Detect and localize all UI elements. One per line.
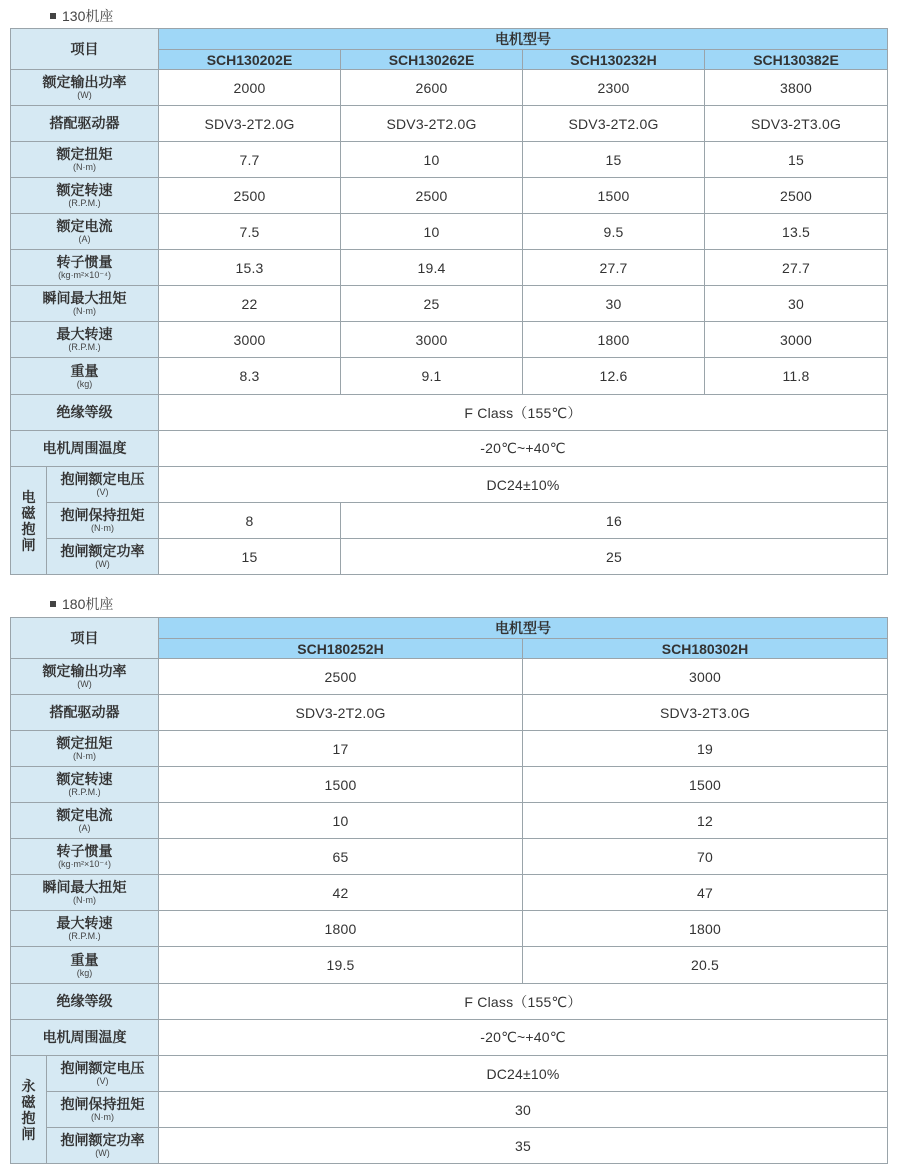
table-row xyxy=(11,947,888,984)
cell-value: 15 xyxy=(159,539,341,575)
row-label: 额定电流 (A) xyxy=(11,214,159,250)
brake-group-label: 永磁抱闸 xyxy=(11,1056,47,1164)
row-label: 额定输出功率 (W) xyxy=(11,659,159,695)
brake-torque-value: 30 xyxy=(159,1092,888,1128)
cell-value: 2000 xyxy=(159,70,341,106)
cell-value: 27.7 xyxy=(523,250,705,286)
cell-value: 7.7 xyxy=(159,142,341,178)
cell-value: 25 xyxy=(341,539,888,575)
cell-value: 19 xyxy=(523,731,888,767)
cell-value: 15 xyxy=(705,142,888,178)
table-header-row xyxy=(11,618,888,639)
row-label: 抱闸额定功率 (W) xyxy=(47,539,159,575)
cell-value: 47 xyxy=(523,875,888,911)
cell-value: 30 xyxy=(705,286,888,322)
cell-value: SDV3-2T3.0G xyxy=(705,106,888,142)
model-name: SCH130382E xyxy=(705,50,888,70)
spec-table-130 xyxy=(10,28,888,575)
square-bullet-icon xyxy=(50,13,56,19)
table-row xyxy=(11,875,888,911)
table-row xyxy=(11,803,888,839)
table-row xyxy=(11,250,888,286)
header-item: 项目 xyxy=(11,618,159,659)
model-name: SCH130232H xyxy=(523,50,705,70)
table-row xyxy=(11,142,888,178)
cell-value: 9.5 xyxy=(523,214,705,250)
cell-value: 42 xyxy=(159,875,523,911)
cell-value: 1800 xyxy=(523,911,888,947)
row-label: 抱闸额定电压 (V) xyxy=(47,467,159,503)
ambient-row xyxy=(11,431,888,467)
cell-value: 25 xyxy=(341,286,523,322)
cell-value: 16 xyxy=(341,503,888,539)
row-label: 抱闸额定电压 (V) xyxy=(47,1056,159,1092)
cell-value: SDV3-2T2.0G xyxy=(159,106,341,142)
ambient-value: -20℃~+40℃ xyxy=(159,1020,888,1056)
cell-value: 3800 xyxy=(705,70,888,106)
brake-voltage-value: DC24±10% xyxy=(159,467,888,503)
cell-value: 22 xyxy=(159,286,341,322)
row-label: 转子惯量 (kg·m²×10⁻⁴) xyxy=(11,250,159,286)
cell-value: 1500 xyxy=(159,767,523,803)
cell-value: 9.1 xyxy=(341,358,523,395)
table-row xyxy=(11,106,888,142)
row-label: 重量 (kg) xyxy=(11,947,159,984)
table-row xyxy=(11,839,888,875)
cell-value: 11.8 xyxy=(705,358,888,395)
row-label: 瞬间最大扭矩 (N·m) xyxy=(11,875,159,911)
header-group-motor-model: 电机型号 xyxy=(159,618,888,639)
brake-voltage-row xyxy=(11,1056,888,1092)
row-label: 重量 (kg) xyxy=(11,358,159,395)
cell-value: 2500 xyxy=(705,178,888,214)
table-row xyxy=(11,767,888,803)
row-label: 电机周围温度 xyxy=(11,431,159,467)
row-label: 抱闸保持扭矩 (N·m) xyxy=(47,1092,159,1128)
row-label: 最大转速 (R.P.M.) xyxy=(11,911,159,947)
row-label: 转子惯量 (kg·m²×10⁻⁴) xyxy=(11,839,159,875)
header-item: 项目 xyxy=(11,29,159,70)
row-label: 额定转速 (R.P.M.) xyxy=(11,767,159,803)
cell-value: 20.5 xyxy=(523,947,888,984)
row-label: 额定扭矩 (N·m) xyxy=(11,142,159,178)
cell-value: SDV3-2T2.0G xyxy=(341,106,523,142)
model-name: SCH130202E xyxy=(159,50,341,70)
row-label: 绝缘等级 xyxy=(11,984,159,1020)
cell-value: SDV3-2T2.0G xyxy=(523,106,705,142)
square-bullet-icon xyxy=(50,601,56,607)
row-label: 瞬间最大扭矩 (N·m) xyxy=(11,286,159,322)
table-row xyxy=(11,286,888,322)
ambient-row xyxy=(11,1020,888,1056)
cell-value: 1500 xyxy=(523,767,888,803)
table-row xyxy=(11,322,888,358)
table-row xyxy=(11,911,888,947)
row-label: 额定输出功率 (W) xyxy=(11,70,159,106)
table-header-row xyxy=(11,29,888,50)
row-label: 抱闸保持扭矩 (N·m) xyxy=(47,503,159,539)
row-label: 最大转速 (R.P.M.) xyxy=(11,322,159,358)
cell-value: 1800 xyxy=(159,911,523,947)
table-row xyxy=(11,70,888,106)
cell-value: 70 xyxy=(523,839,888,875)
table-row xyxy=(11,731,888,767)
cell-value: 7.5 xyxy=(159,214,341,250)
cell-value: 2500 xyxy=(159,178,341,214)
cell-value: 8.3 xyxy=(159,358,341,395)
cell-value: SDV3-2T2.0G xyxy=(159,695,523,731)
cell-value: 2300 xyxy=(523,70,705,106)
cell-value: 17 xyxy=(159,731,523,767)
ambient-value: -20℃~+40℃ xyxy=(159,431,888,467)
model-name: SCH180252H xyxy=(159,639,523,659)
cell-value: 27.7 xyxy=(705,250,888,286)
table-row xyxy=(11,178,888,214)
table-row xyxy=(11,695,888,731)
cell-value: 10 xyxy=(341,214,523,250)
cell-value: 13.5 xyxy=(705,214,888,250)
cell-value: 30 xyxy=(523,286,705,322)
table-row xyxy=(11,659,888,695)
brake-group-label: 电磁抱闸 xyxy=(11,467,47,575)
section-title-180 xyxy=(50,594,113,614)
row-label: 绝缘等级 xyxy=(11,395,159,431)
row-label: 电机周围温度 xyxy=(11,1020,159,1056)
spec-table-180 xyxy=(10,617,888,1164)
section-title-text: 130机座 xyxy=(62,8,114,24)
brake-voltage-value: DC24±10% xyxy=(159,1056,888,1092)
cell-value: 3000 xyxy=(705,322,888,358)
cell-value: 3000 xyxy=(341,322,523,358)
cell-value: 19.4 xyxy=(341,250,523,286)
cell-value: SDV3-2T3.0G xyxy=(523,695,888,731)
insulation-row xyxy=(11,395,888,431)
model-name: SCH180302H xyxy=(523,639,888,659)
section-title-text: 180机座 xyxy=(62,596,114,612)
cell-value: 1800 xyxy=(523,322,705,358)
cell-value: 1500 xyxy=(523,178,705,214)
cell-value: 3000 xyxy=(523,659,888,695)
brake-power-row xyxy=(11,539,888,575)
cell-value: 3000 xyxy=(159,322,341,358)
brake-power-row xyxy=(11,1128,888,1164)
table-row xyxy=(11,358,888,395)
cell-value: 10 xyxy=(341,142,523,178)
row-label: 额定扭矩 (N·m) xyxy=(11,731,159,767)
row-label: 搭配驱动器 xyxy=(11,106,159,142)
row-label: 抱闸额定功率 (W) xyxy=(47,1128,159,1164)
insulation-row xyxy=(11,984,888,1020)
row-label: 额定转速 (R.P.M.) xyxy=(11,178,159,214)
cell-value: 65 xyxy=(159,839,523,875)
cell-value: 10 xyxy=(159,803,523,839)
insulation-value: F Class（155℃） xyxy=(159,984,888,1020)
insulation-value: F Class（155℃） xyxy=(159,395,888,431)
cell-value: 15.3 xyxy=(159,250,341,286)
brake-torque-row xyxy=(11,1092,888,1128)
table-row xyxy=(11,214,888,250)
cell-value: 12.6 xyxy=(523,358,705,395)
brake-voltage-row xyxy=(11,467,888,503)
header-group-motor-model: 电机型号 xyxy=(159,29,888,50)
cell-value: 19.5 xyxy=(159,947,523,984)
row-label: 额定电流 (A) xyxy=(11,803,159,839)
cell-value: 8 xyxy=(159,503,341,539)
row-label: 搭配驱动器 xyxy=(11,695,159,731)
cell-value: 2500 xyxy=(341,178,523,214)
cell-value: 15 xyxy=(523,142,705,178)
cell-value: 2600 xyxy=(341,70,523,106)
model-name: SCH130262E xyxy=(341,50,523,70)
brake-power-value: 35 xyxy=(159,1128,888,1164)
cell-value: 2500 xyxy=(159,659,523,695)
section-title-130 xyxy=(50,6,113,26)
cell-value: 12 xyxy=(523,803,888,839)
brake-torque-row xyxy=(11,503,888,539)
